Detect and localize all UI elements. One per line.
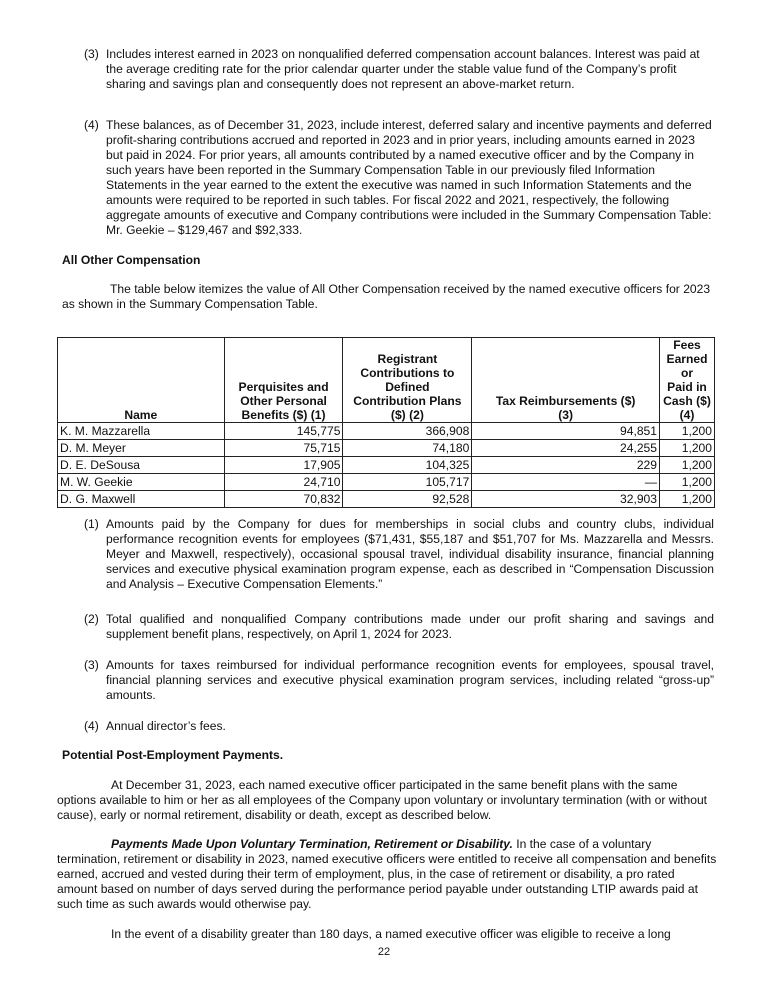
footnote-text: Total qualified and nonqualified Company contributions made under our profit sharing and savings and supplement benefit plans, respectively, on April 1, 2024 for 2023. — [106, 612, 714, 641]
cell-perquisites: 24,710 — [224, 474, 343, 491]
footnote-4-deferred-comp — [84, 118, 714, 238]
header-line: Contributions to — [360, 366, 455, 380]
cell-tax-reimbursements: 229 — [472, 457, 660, 474]
table-row — [58, 457, 715, 474]
cell-perquisites: 17,905 — [224, 457, 343, 474]
cell-name: K. M. Mazzarella — [58, 423, 225, 440]
section-heading-all-other-compensation: All Other Compensation — [62, 253, 201, 267]
header-line: Name — [124, 408, 158, 422]
para-text: In the event of a disability greater than 180 days, a named executive officer was eligible to receive a long — [111, 927, 671, 941]
cell-fees: 1,200 — [660, 474, 715, 491]
header-line: (4) — [679, 408, 695, 422]
cell-tax-reimbursements: 24,255 — [472, 440, 660, 457]
para-text: In the case of a voluntary termination, retirement or disability in 2023, named executive officers were entitled to receive all compensation and benefits earned, accrued and vested during their term of employment, plus, in the case of retirement or disability, a pro rated amount based on number of days served during the performance period payable under outstanding LTIP awards paid at such time as such awards would otherwise pay. — [57, 837, 717, 911]
table-row — [58, 440, 715, 457]
cell-registrant-contributions: 92,528 — [343, 491, 472, 508]
para-text: At December 31, 2023, each named executive officer participated in the same benefit plans with the same options available to him or her as all employees of the Company upon voluntary or involuntary termination (with or without cause), early or normal retirement, disability or death, except as described below. — [57, 778, 708, 822]
cell-perquisites: 75,715 — [224, 440, 343, 457]
cell-registrant-contributions: 104,325 — [343, 457, 472, 474]
all-other-comp-intro — [62, 282, 712, 312]
cell-name: D. E. DeSousa — [58, 457, 225, 474]
footnote-number: (3) — [84, 47, 99, 61]
header-line: (3) — [558, 408, 574, 422]
table-row — [58, 491, 715, 508]
col-header-fees — [660, 338, 715, 423]
table-row — [58, 423, 715, 440]
footnote-number: (4) — [84, 719, 99, 733]
footnote-text: Amounts for taxes reimbursed for individual performance recognition events for employees, spousal travel, financial planning services and executive physical examination program services, including related “gross-up” amounts. — [106, 658, 714, 702]
cell-tax-reimbursements: — — [472, 474, 660, 491]
header-line: Contribution Plans — [353, 394, 462, 408]
header-line: Perquisites and — [238, 380, 329, 394]
section-heading-post-employment: Potential Post-Employment Payments. — [62, 748, 284, 762]
footnote-number: (4) — [84, 118, 99, 132]
col-header-registrant-contributions — [343, 338, 472, 423]
post-employment-para-3 — [57, 927, 717, 942]
footnote-3-deferred-comp — [84, 47, 714, 92]
header-line: ($) (2) — [390, 408, 424, 422]
table-row — [58, 474, 715, 491]
header-line: Registrant — [377, 352, 438, 366]
cell-fees: 1,200 — [660, 457, 715, 474]
footnote-text: These balances, as of December 31, 2023, include interest, deferred salary and incentive payments and deferred profit-sharing contributions accrued and reported in 2023 and in prior years, including amounts earned in 2023 but paid in 2024. For prior years, all amounts contributed by a named executive officer and by the Company in such years have been reported in the Summary Compensation Table in our previously filed Information Statements in the year earned to the extent the executive was named in such Information Statements and the amounts were required to be reported in such tables. For fiscal 2022 and 2021, respectively, the following aggregate amounts of executive and Company contributions were included in the Summary Compensation Table: Mr. Geekie – $129,467 and $92,333. — [106, 118, 712, 237]
page-number: 22 — [377, 946, 391, 958]
cell-tax-reimbursements: 32,903 — [472, 491, 660, 508]
col-header-perquisites — [224, 338, 343, 423]
cell-name: D. G. Maxwell — [58, 491, 225, 508]
cell-fees: 1,200 — [660, 440, 715, 457]
cell-perquisites: 70,832 — [224, 491, 343, 508]
intro-text: The table below itemizes the value of All Other Compensation received by the named executive officers for 2023 as shown in the Summary Compensation Table. — [62, 282, 711, 311]
header-line: Tax Reimbursements ($) — [495, 394, 636, 408]
cell-registrant-contributions: 74,180 — [343, 440, 472, 457]
header-line: Fees — [673, 338, 701, 352]
post-employment-para-1 — [57, 778, 717, 823]
footnote-text: Amounts paid by the Company for dues for memberships in social clubs and country clubs, individual performance recognition events for employees ($71,431, $55,187 and $51,707 for Ms. Mazzarella and Messrs. Meyer and Maxwell, respectively), occasional spousal travel, individual disability insurance, financial planning services and executive physical examination program expense, each as described in “Compensation Discussion and Analysis – Executive Compensation Elements.” — [106, 517, 714, 591]
cell-fees: 1,200 — [660, 491, 715, 508]
footnote-number: (3) — [84, 658, 99, 672]
footnote-text: Annual director’s fees. — [106, 719, 226, 733]
col-header-name — [58, 338, 225, 423]
post-employment-para-2 — [57, 837, 717, 912]
cell-registrant-contributions: 105,717 — [343, 474, 472, 491]
cell-tax-reimbursements: 94,851 — [472, 423, 660, 440]
header-line: Other Personal — [240, 394, 327, 408]
all-other-compensation-table — [57, 337, 715, 508]
para-lead-title: Payments Made Upon Voluntary Termination, Retirement or Disability. — [111, 837, 513, 851]
col-header-tax-reimbursements — [472, 338, 660, 423]
cell-name: D. M. Meyer — [58, 440, 225, 457]
cell-name: M. W. Geekie — [58, 474, 225, 491]
header-line: Cash ($) — [663, 394, 711, 408]
cell-perquisites: 145,775 — [224, 423, 343, 440]
table-footnote-2 — [84, 612, 714, 642]
table-footnote-3 — [84, 658, 714, 703]
table-footnote-4 — [84, 719, 714, 734]
header-line: Defined — [385, 380, 430, 394]
cell-registrant-contributions: 366,908 — [343, 423, 472, 440]
table-footnote-1 — [84, 517, 714, 592]
table-header-row — [58, 338, 715, 423]
cell-fees: 1,200 — [660, 423, 715, 440]
header-line: Paid in — [667, 380, 707, 394]
header-line: Benefits ($) (1) — [241, 408, 326, 422]
footnote-text: Includes interest earned in 2023 on nonqualified deferred compensation account balances. Interest was paid at the average crediting rate for the prior calendar quarter under the stable value fund of the Company’s profit sharing and savings plan and consequently does not represent an above-market return. — [106, 47, 700, 91]
footnote-number: (2) — [84, 612, 99, 626]
header-line: Earned or — [666, 352, 708, 380]
footnote-number: (1) — [84, 517, 99, 531]
